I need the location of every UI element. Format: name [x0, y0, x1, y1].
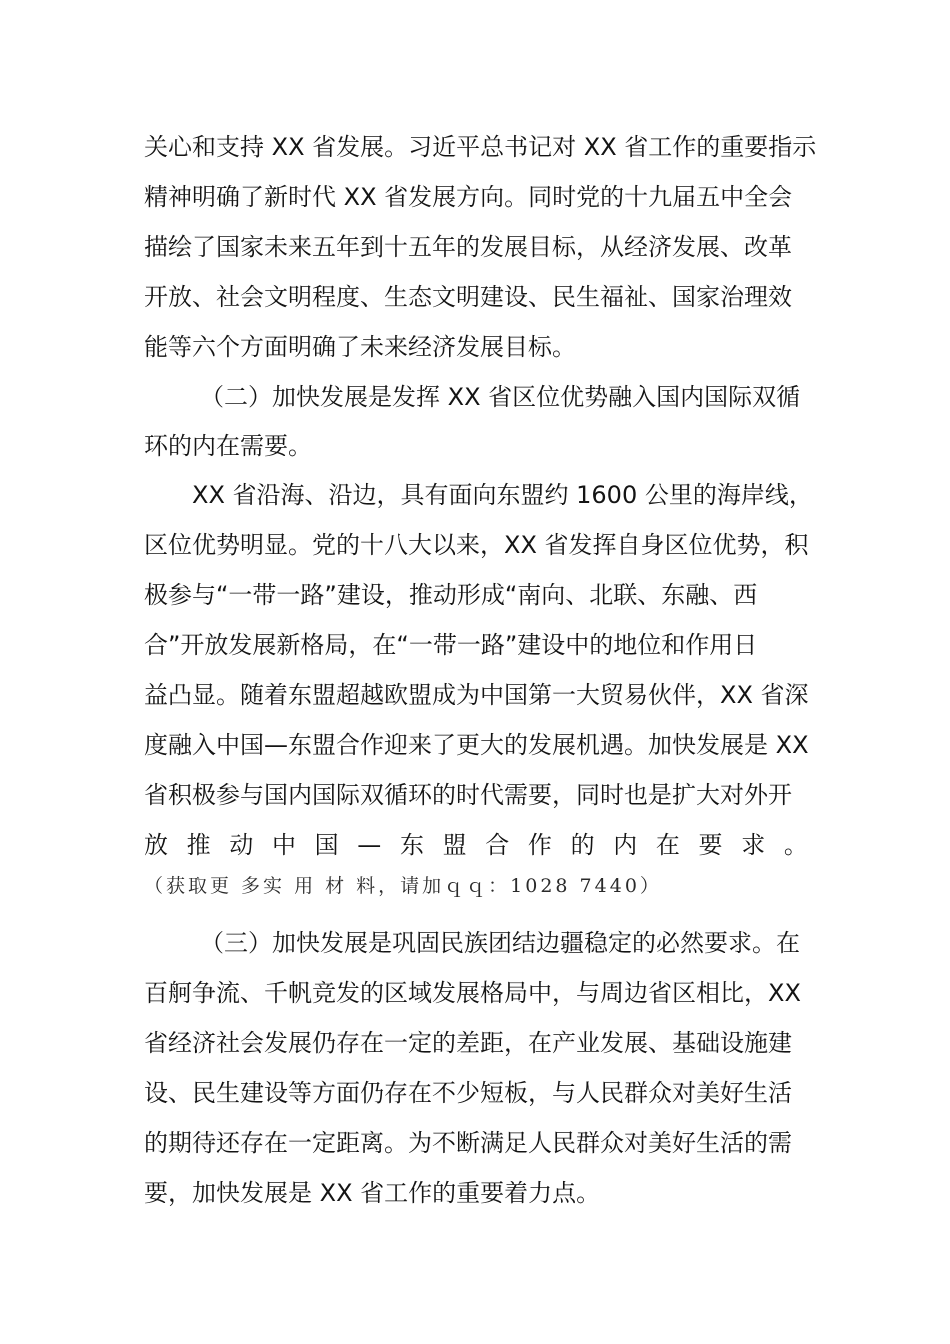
text-line: 省积极参与国内国际双循环的时代需要，同时也是扩大对外开 [144, 781, 792, 809]
section-heading-two: （二）加快发展是发挥 XX 省区位优势融入国内国际双循 [200, 383, 801, 411]
text-line: 区位优势明显。党的十八大以来，XX 省发挥自身区位优势，积 [144, 531, 809, 559]
char: 国 [314, 831, 339, 859]
char: 。 [783, 831, 808, 859]
text-line: 要，加快发展是 XX 省工作的重要着力点。 [144, 1179, 601, 1207]
text-line: 设、民生建设等方面仍存在不少短板，与人民群众对美好生活 [144, 1079, 792, 1107]
text-line: 关心和支持 XX 省发展。习近平总书记对 XX 省工作的重要指示 [144, 133, 817, 161]
contact-note: （获取更 多实 用 材 料，请加ｑｑ：1028 7440） [144, 875, 662, 897]
char: 合 [485, 831, 510, 859]
section-heading-three: （三）加快发展是巩固民族团结边疆稳定的必然要求。在 [200, 929, 800, 957]
char: 动 [229, 831, 254, 859]
char: 盟 [442, 831, 467, 859]
text-line: 极参与“一带一路”建设，推动形成“南向、北联、东融、西 [144, 581, 758, 609]
char: 求 [741, 831, 766, 859]
char: 放 [144, 831, 168, 859]
text-line: 描绘了国家未来五年到十五年的发展目标，从经济发展、改革 [144, 233, 792, 261]
spaced-text-line [144, 820, 808, 870]
text-line: 度融入中国—东盟合作迎来了更大的发展机遇。加快发展是 XX [144, 731, 809, 759]
char: — [357, 831, 382, 859]
text-line: 省经济社会发展仍存在一定的差距，在产业发展、基础设施建 [144, 1029, 792, 1057]
text-line: 能等六个方面明确了未来经济发展目标。 [144, 333, 576, 361]
text-line: 的期待还存在一定距离。为不断满足人民群众对美好生活的需 [144, 1129, 792, 1157]
char: 中 [271, 831, 296, 859]
text-line: 益凸显。随着东盟超越欧盟成为中国第一大贸易伙伴，XX 省深 [144, 681, 809, 709]
text-line: 精神明确了新时代 XX 省发展方向。同时党的十九届五中全会 [144, 183, 793, 211]
char: 要 [698, 831, 723, 859]
text-line: 环的内在需要。 [144, 432, 312, 460]
char: 作 [527, 831, 552, 859]
text-line: 合”开放发展新格局，在“一带一路”建设中的地位和作用日 [144, 631, 758, 659]
char: 在 [655, 831, 680, 859]
char: 的 [570, 831, 595, 859]
char: 内 [613, 831, 638, 859]
text-line: 开放、社会文明程度、生态文明建设、民生福祉、国家治理效 [144, 283, 792, 311]
text-line: 百舸争流、千帆竞发的区域发展格局中，与周边省区相比，XX [144, 979, 801, 1007]
char: 东 [399, 831, 424, 859]
paragraph-start: XX 省沿海、沿边，具有面向东盟约 1600 公里的海岸线， [192, 481, 813, 509]
char: 推 [186, 831, 211, 859]
